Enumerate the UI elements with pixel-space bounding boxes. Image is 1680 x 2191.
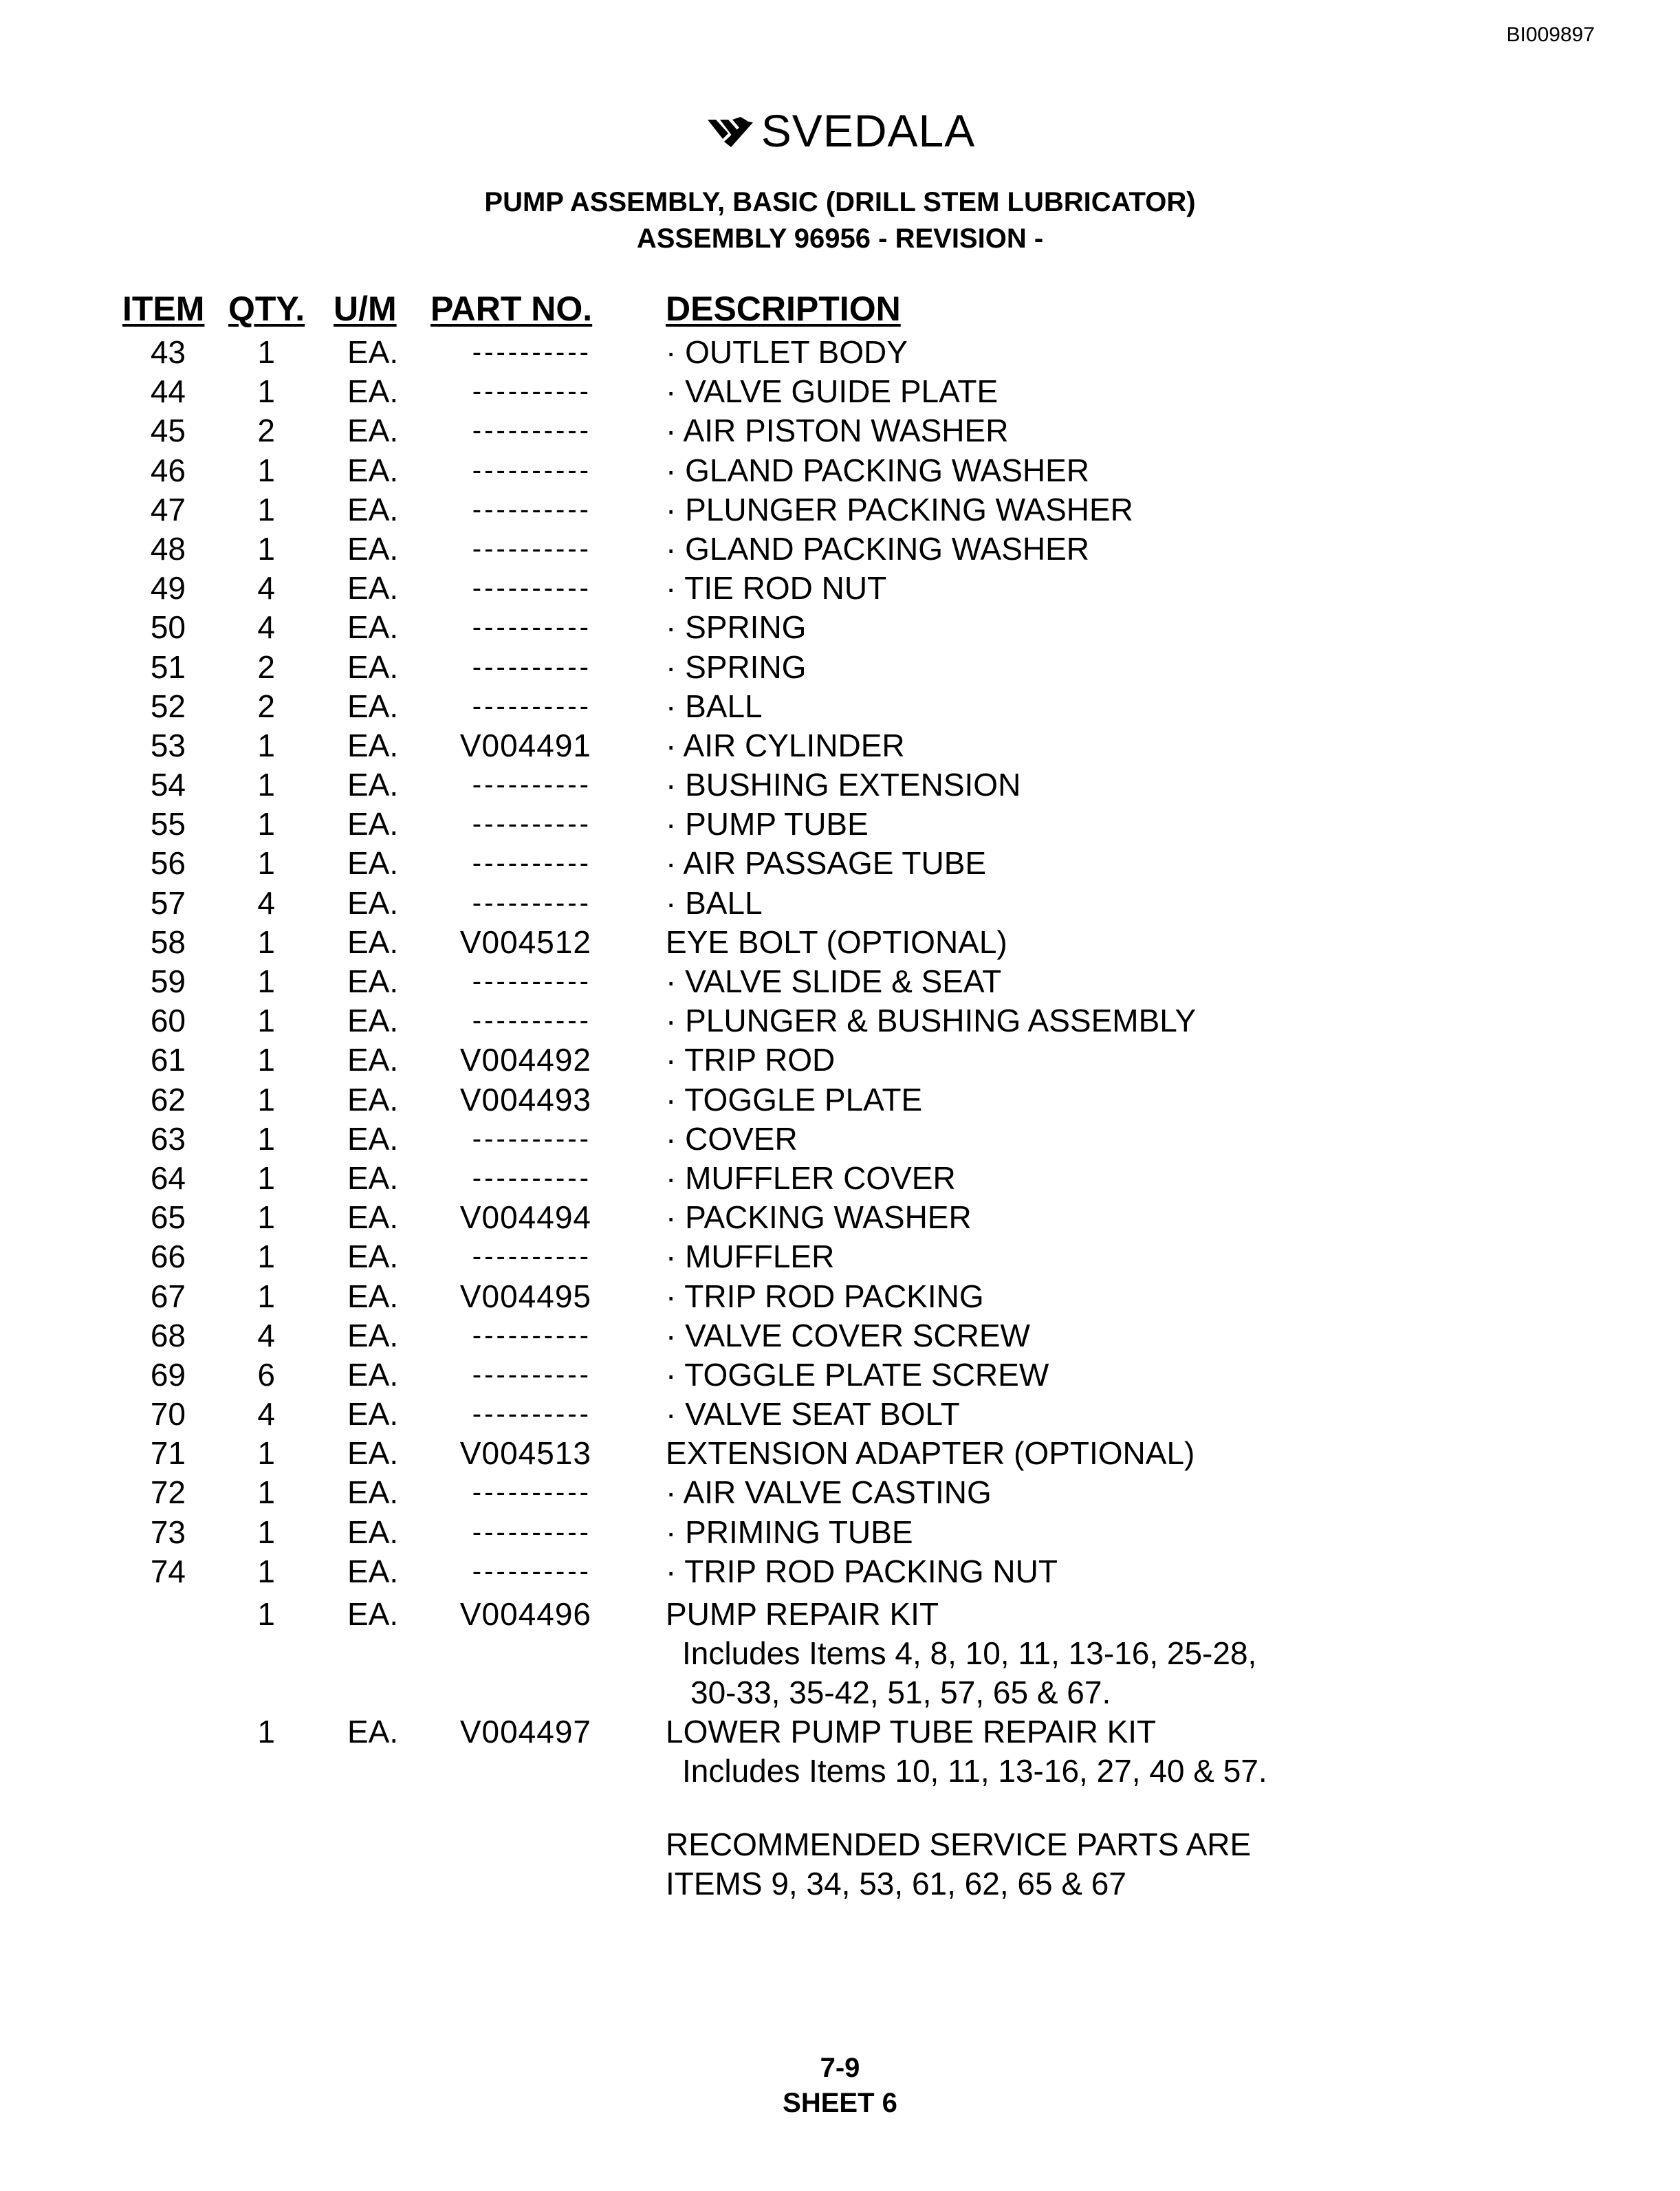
item-number: 65 [150,1199,186,1236]
unit-of-measure: EA. [347,1120,399,1157]
unit-of-measure: EA. [347,884,399,921]
item-number: 59 [150,963,186,999]
table-row [0,1473,1680,1512]
part-number: ---------- [472,376,591,407]
unit-of-measure: EA. [347,491,399,527]
table-row [0,1198,1680,1237]
part-description: · AIR VALVE CASTING [666,1474,992,1511]
table-row [0,1120,1680,1159]
quantity: 1 [257,924,275,960]
unit-of-measure: EA. [347,688,399,724]
part-description: · BUSHING EXTENSION [666,767,1021,803]
table-row [0,687,1680,726]
unit-of-measure: EA. [347,1199,399,1236]
item-number: 60 [150,1003,186,1039]
item-number: 44 [150,373,186,410]
svedala-logo-icon [705,113,757,149]
quantity: 2 [257,648,275,685]
table-row [0,884,1680,923]
part-number: ---------- [472,533,591,564]
part-number: V004494 [459,1199,591,1236]
quantity: 2 [257,688,275,724]
column-header-description: DESCRIPTION [666,290,901,328]
unit-of-measure: EA. [347,1003,399,1039]
table-row [0,844,1680,883]
table-row [0,1434,1680,1473]
part-number: ---------- [472,966,591,996]
logo-text: SVEDALA [761,105,976,156]
part-description: · BALL [666,884,763,921]
unit-of-measure: EA. [347,767,399,803]
quantity: 4 [257,1317,275,1353]
part-description: · VALVE GUIDE PLATE [666,373,999,410]
part-description: · TIE ROD NUT [666,570,887,607]
table-row [0,1552,1680,1591]
part-description: · TOGGLE PLATE SCREW [666,1356,1049,1393]
part-description: · OUTLET BODY [666,334,908,370]
unit-of-measure: EA. [347,334,399,370]
column-header-part: PART NO. [430,290,593,328]
table-row [0,530,1680,569]
part-number: ---------- [472,770,591,800]
kit-description: PUMP REPAIR KIT [666,1596,939,1632]
unit-of-measure: EA. [347,609,399,646]
part-number: ---------- [472,573,591,604]
part-number: ---------- [472,1399,591,1430]
unit-of-measure: EA. [347,413,399,449]
unit-of-measure: EA. [347,1239,399,1275]
part-number: ---------- [472,612,591,643]
item-number: 53 [150,727,186,763]
part-description: · MUFFLER COVER [666,1159,956,1196]
part-description: · PLUNGER & BUSHING ASSEMBLY [666,1003,1197,1039]
part-number: ---------- [472,455,591,486]
item-number: 74 [150,1553,186,1589]
part-description: · TRIP ROD PACKING [666,1278,984,1314]
item-number: 51 [150,648,186,685]
part-description: · PUMP TUBE [666,806,869,842]
unit-of-measure: EA. [347,1159,399,1196]
item-number: 56 [150,845,186,882]
unit-of-measure: EA. [347,1278,399,1314]
kit-um: EA. [347,1714,399,1749]
recommended-parts-line: ITEMS 9, 34, 53, 61, 62, 65 & 67 [666,1866,1126,1901]
item-number: 73 [150,1514,186,1550]
page-title: PUMP ASSEMBLY, BASIC (DRILL STEM LUBRICATOR) [484,187,1196,217]
item-number: 71 [150,1435,186,1472]
table-row [0,1237,1680,1276]
quantity: 6 [257,1356,275,1393]
quantity: 1 [257,373,275,410]
quantity: 1 [257,1081,275,1118]
item-number: 67 [150,1278,186,1314]
table-row [0,1277,1680,1316]
item-number: 49 [150,570,186,607]
quantity: 1 [257,1159,275,1196]
part-description: · SPRING [666,648,807,685]
column-header-um: U/M [334,290,397,328]
unit-of-measure: EA. [347,570,399,607]
part-number: ---------- [472,848,591,879]
kit-qty: 1 [257,1714,275,1749]
column-header-qty: QTY. [228,290,305,328]
quantity: 1 [257,452,275,488]
part-description: · AIR CYLINDER [666,727,905,763]
part-description: · BALL [666,688,763,724]
unit-of-measure: EA. [347,1317,399,1353]
part-number: V004512 [459,924,591,960]
kit-part-number: V004496 [459,1596,591,1632]
table-row [0,1001,1680,1040]
quantity: 1 [257,1199,275,1236]
quantity: 1 [257,806,275,842]
part-description: · PACKING WASHER [666,1199,972,1236]
item-number: 57 [150,884,186,921]
part-description: EXTENSION ADAPTER (OPTIONAL) [666,1435,1195,1472]
unit-of-measure: EA. [347,1042,399,1078]
item-number: 70 [150,1396,186,1432]
table-row [0,648,1680,687]
table-row [0,569,1680,608]
part-number: ---------- [472,809,591,840]
table-row [0,923,1680,962]
table-row [0,1080,1680,1120]
quantity: 1 [257,963,275,999]
unit-of-measure: EA. [347,373,399,410]
item-number: 48 [150,530,186,567]
part-description: · AIR PASSAGE TUBE [666,845,987,882]
part-number: ---------- [472,1477,591,1508]
kit-qty: 1 [257,1596,275,1632]
kit-um: EA. [347,1596,399,1632]
part-description: · GLAND PACKING WASHER [666,452,1089,488]
quantity: 1 [257,1239,275,1275]
quantity: 1 [257,334,275,370]
part-number: ---------- [472,494,591,525]
part-number: ---------- [472,690,591,721]
quantity: 4 [257,570,275,607]
item-number: 68 [150,1317,186,1353]
part-number: ---------- [472,415,591,446]
quantity: 1 [257,1120,275,1157]
unit-of-measure: EA. [347,452,399,488]
item-number: 63 [150,1120,186,1157]
column-header-item: ITEM [122,290,205,328]
unit-of-measure: EA. [347,648,399,685]
unit-of-measure: EA. [347,1474,399,1511]
table-row [0,372,1680,411]
item-number: 43 [150,334,186,370]
item-number: 50 [150,609,186,646]
unit-of-measure: EA. [347,806,399,842]
part-number: ---------- [472,1241,591,1272]
unit-of-measure: EA. [347,1081,399,1118]
part-description: · VALVE COVER SCREW [666,1317,1030,1353]
kit-description: LOWER PUMP TUBE REPAIR KIT [666,1714,1157,1749]
quantity: 1 [257,1042,275,1078]
part-description: · MUFFLER [666,1239,835,1275]
unit-of-measure: EA. [347,1435,399,1472]
table-row [0,805,1680,844]
part-description: · PLUNGER PACKING WASHER [666,491,1133,527]
quantity: 4 [257,1396,275,1432]
part-description: EYE BOLT (OPTIONAL) [666,924,1007,960]
part-number: ---------- [472,337,591,367]
item-number: 66 [150,1239,186,1275]
part-description: · GLAND PACKING WASHER [666,530,1089,567]
item-number: 46 [150,452,186,488]
unit-of-measure: EA. [347,1396,399,1432]
svedala-logo [0,105,1680,157]
table-row [0,490,1680,530]
kit-part-number: V004497 [459,1714,591,1749]
part-number: ---------- [472,1005,591,1036]
part-number: ---------- [472,1556,591,1587]
part-number: V004513 [459,1435,591,1472]
page-number: 7-9 [820,2053,860,2083]
part-number: ---------- [472,1162,591,1193]
quantity: 1 [257,767,275,803]
table-row [0,1513,1680,1552]
unit-of-measure: EA. [347,1356,399,1393]
part-description: · SPRING [666,609,807,646]
quantity: 4 [257,884,275,921]
quantity: 1 [257,491,275,527]
unit-of-measure: EA. [347,963,399,999]
item-number: 58 [150,924,186,960]
unit-of-measure: EA. [347,845,399,882]
document-id: BI009897 [1506,23,1595,46]
part-description: · VALVE SEAT BOLT [666,1396,960,1432]
part-number: ---------- [472,1123,591,1154]
table-row [0,1355,1680,1395]
part-description: · AIR PISTON WASHER [666,413,1009,449]
part-number: V004491 [459,727,591,763]
part-number: V004492 [459,1042,591,1078]
table-header [0,289,1680,330]
quantity: 1 [257,845,275,882]
part-description: · VALVE SLIDE & SEAT [666,963,1002,999]
assembly-subtitle: ASSEMBLY 96956 - REVISION - [636,224,1044,254]
table-row [0,1040,1680,1080]
table-row [0,726,1680,765]
table-row [0,608,1680,647]
part-description: · TRIP ROD [666,1042,836,1078]
quantity: 1 [257,1278,275,1314]
kit-includes-line: Includes Items 10, 11, 13-16, 27, 40 & 57. [682,1753,1267,1789]
table-row [0,1316,1680,1355]
table-row [0,765,1680,805]
unit-of-measure: EA. [347,1514,399,1550]
kit-includes-line: Includes Items 4, 8, 10, 11, 13-16, 25-28, [682,1635,1257,1671]
item-number: 54 [150,767,186,803]
item-number: 45 [150,413,186,449]
unit-of-measure: EA. [347,530,399,567]
item-number: 61 [150,1042,186,1078]
item-number: 55 [150,806,186,842]
part-description: · TOGGLE PLATE [666,1081,923,1118]
quantity: 4 [257,609,275,646]
recommended-parts-line: RECOMMENDED SERVICE PARTS ARE [666,1827,1252,1862]
quantity: 1 [257,1003,275,1039]
part-description: · COVER [666,1120,798,1157]
kit-includes-line: 30-33, 35-42, 51, 57, 65 & 67. [690,1675,1111,1710]
part-number: ---------- [472,1516,591,1547]
part-number: V004495 [459,1278,591,1314]
quantity: 1 [257,530,275,567]
table-row [0,451,1680,490]
item-number: 47 [150,491,186,527]
part-number: ---------- [472,1320,591,1351]
quantity: 2 [257,413,275,449]
item-number: 72 [150,1474,186,1511]
quantity: 1 [257,1553,275,1589]
table-row [0,1159,1680,1198]
quantity: 1 [257,727,275,763]
part-number: ---------- [472,1359,591,1390]
part-description: · TRIP ROD PACKING NUT [666,1553,1058,1589]
table-row [0,1395,1680,1434]
part-number: ---------- [472,651,591,682]
table-row [0,333,1680,372]
table-row [0,411,1680,450]
parts-table [0,333,1680,1591]
quantity: 1 [257,1474,275,1511]
unit-of-measure: EA. [347,924,399,960]
unit-of-measure: EA. [347,1553,399,1589]
quantity: 1 [257,1435,275,1472]
part-number: ---------- [472,887,591,918]
item-number: 64 [150,1159,186,1196]
item-number: 62 [150,1081,186,1118]
item-number: 52 [150,688,186,724]
part-number: V004493 [459,1081,591,1118]
table-row [0,962,1680,1001]
quantity: 1 [257,1514,275,1550]
item-number: 69 [150,1356,186,1393]
unit-of-measure: EA. [347,727,399,763]
sheet-number: SHEET 6 [783,2088,897,2118]
part-description: · PRIMING TUBE [666,1514,913,1550]
